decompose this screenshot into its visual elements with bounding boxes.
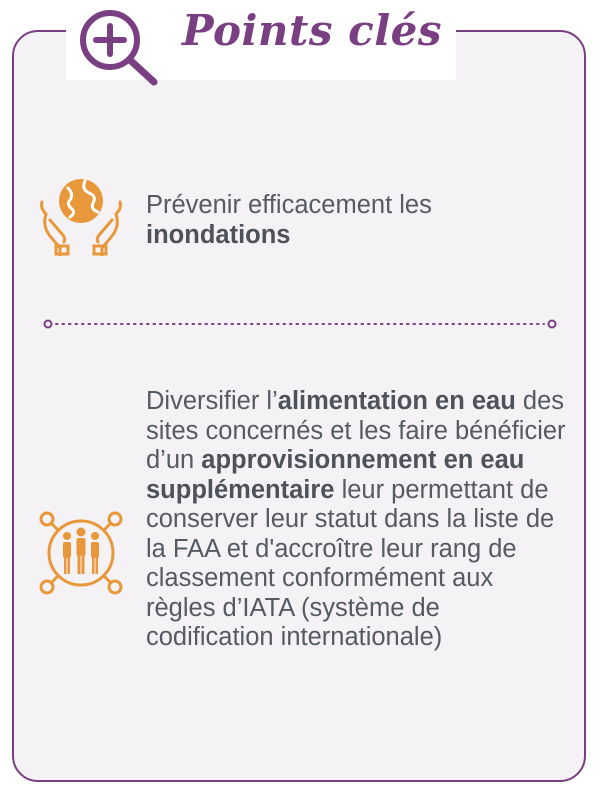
page-title: Points clés	[182, 6, 443, 55]
team-network-icon	[38, 510, 124, 596]
point-1-text: Prévenir efficacement les inondations	[146, 191, 432, 249]
point-2-text: Diversifier l’alimentation en eau des sites concernés et les faire bénéficier d’un approvisionnement en eau supplémentaire leur permettant de conserver leur statut dans la liste de la FAA et d'accroître leur rang de classement conformément aux règles d’IATA (système de codification internationale)	[146, 387, 566, 651]
magnifier-plus-icon	[74, 6, 164, 88]
hands-globe-icon	[38, 174, 124, 256]
dotted-divider	[42, 318, 558, 330]
